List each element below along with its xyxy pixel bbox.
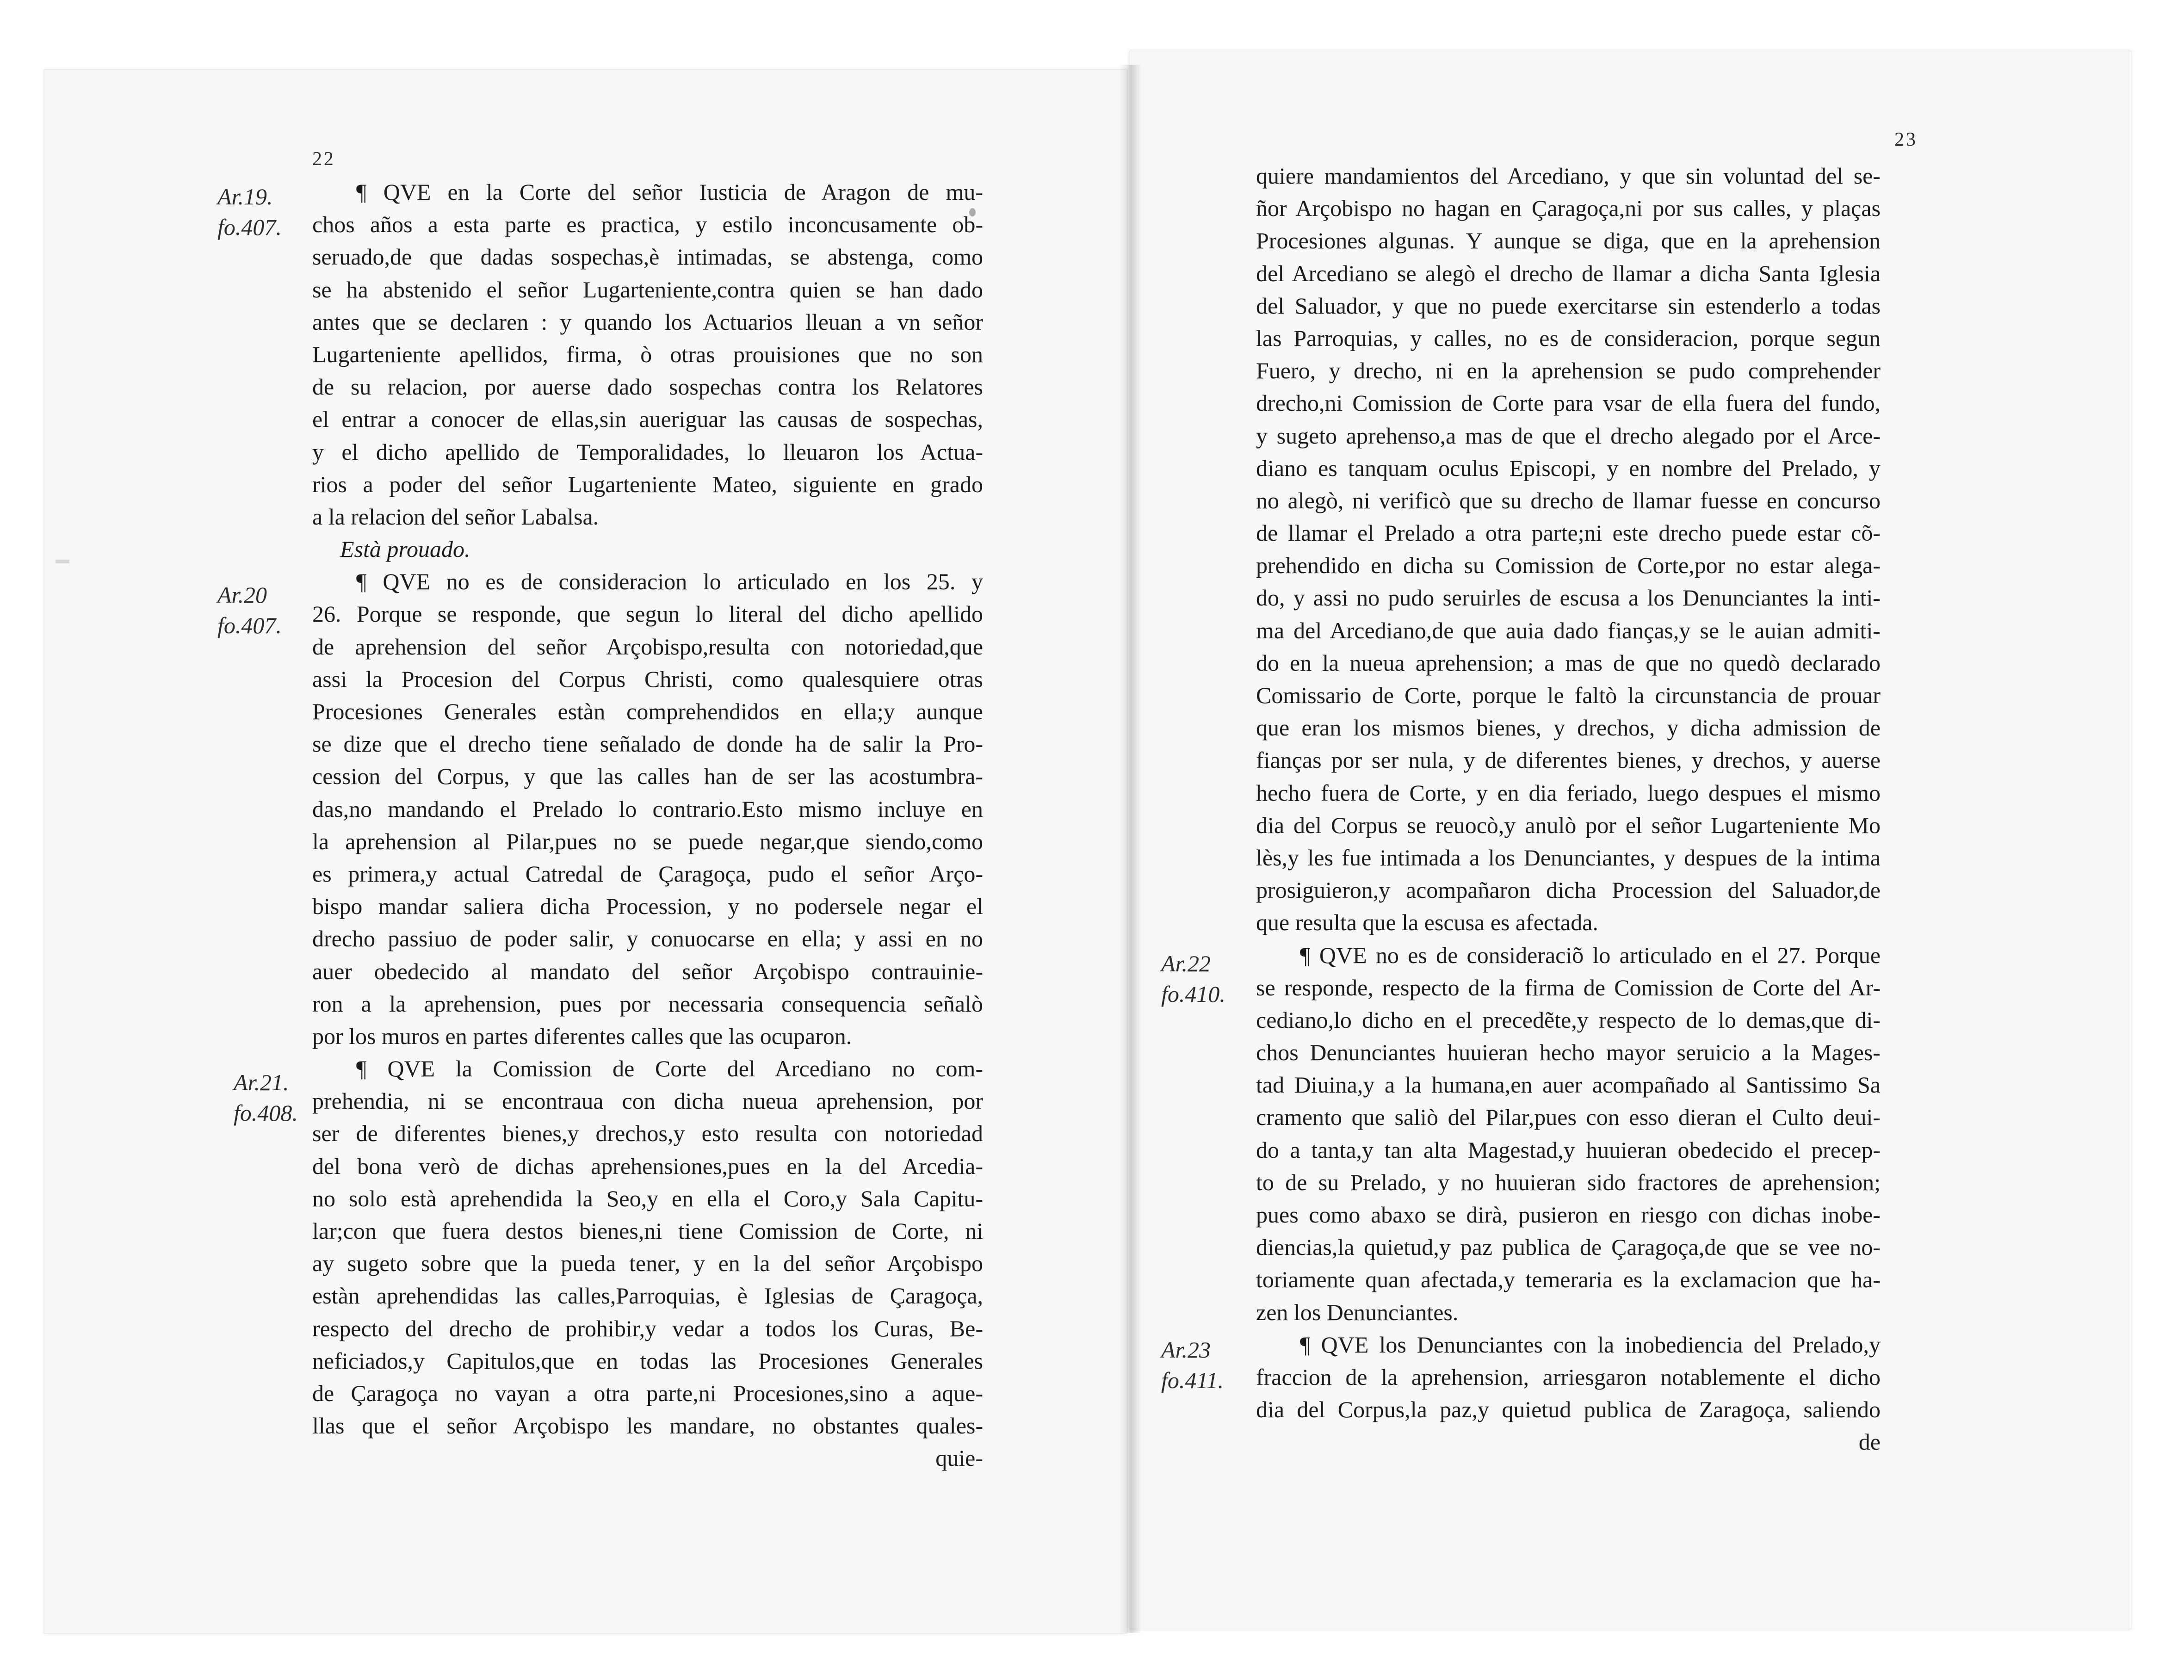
text-line: zen los Denunciantes. [1256, 1299, 1459, 1325]
text-line: ñor Arçobispo no hagan en Çaragoça,ni por sus calles, y plaças [1256, 195, 1881, 222]
text-line: y el dicho apellido de Temporalidades, lo lleuaron los Actua- [312, 439, 983, 465]
margin-note-ar20 [217, 580, 315, 641]
text-line: ¶ QVE los Denunciantes con la inobediencia del Prelado,y [1300, 1331, 1881, 1358]
text-line: Procesiones algunas. Y aunque se diga, que en la aprehension [1256, 228, 1881, 254]
text-line: fraccion de la aprehension, arriesgaron notablemente el dicho [1256, 1364, 1881, 1390]
text-line: drecho,ni Comission de Corte para vsar de ella fuera del fundo, [1256, 390, 1881, 416]
page-edge-mark [56, 560, 69, 563]
margin-note-line: fo.408. [234, 1100, 298, 1126]
text-line: el entrar a conocer de ellas,sin aueriguar las causas de sospechas, [312, 406, 983, 432]
text-line: Comissario de Corte, porque le faltò la circunstancia de prouar [1256, 682, 1881, 708]
text-line: ¶ QVE no es de consideracion lo articulado en los 25. y [356, 568, 983, 595]
text-line: cediano,lo dicho en el precedẽte,y respecto de lo demas,que di- [1256, 1007, 1881, 1033]
text-line: lar;con que fuera destos bienes,ni tiene Comission de Corte, ni [312, 1218, 983, 1244]
text-line: no alegò, ni verificò que su drecho de llamar fuesse en concurso [1256, 487, 1881, 513]
margin-note-line: Ar.23 [1161, 1337, 1211, 1363]
text-line: rios a poder del señor Lugarteniente Mateo, siguiente en grado [312, 471, 983, 497]
text-line: del bona verò de dichas aprehensiones,pues en la del Arcedia- [312, 1153, 983, 1179]
text-line: ¶ QVE no es de consideraciõ lo articulado en el 27. Porque [1300, 942, 1881, 968]
text-line: ser de diferentes bienes,y drechos,y esto resulta con notoriedad [312, 1120, 983, 1147]
text-line: de llamar el Prelado a otra parte;ni este drecho puede estar cõ- [1256, 520, 1881, 546]
text-line: seruado,de que dadas sospechas,è intimadas, se abstenga, como [312, 244, 983, 270]
text-line: y sugeto aprehenso,a mas de que el drecho alegado por el Arce- [1256, 422, 1881, 449]
text-line: antes que se declaren : y quando los Actuarios lleuan a vn señor [312, 309, 983, 335]
margin-note-line: fo.411. [1161, 1367, 1224, 1393]
text-line: diano es tanquam oculus Episcopi, y en nombre del Prelado, y [1256, 455, 1881, 481]
text-line: ay sugeto sobre que la pueda tener, y en la del señor Arçobispo [312, 1250, 983, 1277]
margin-note-line: fo.407. [217, 612, 282, 638]
text-line: dia del Corpus se reuocò,y anulò por el señor Lugarteniente Mo [1256, 812, 1881, 838]
margin-note-line: fo.410. [1161, 981, 1225, 1007]
text-line: cramento que saliò del Pilar,pues con esso dieran el Culto deui- [1256, 1104, 1881, 1130]
text-line: 26. Porque se responde, que segun lo literal del dicho apellido [312, 601, 983, 627]
margin-note-ar19 [217, 181, 315, 242]
right-page-number: 23 [1894, 129, 1918, 150]
text-line: fianças por ser nula, y de diferentes bienes, y drechos, y auerse [1256, 747, 1881, 773]
text-line: toriamente quan afectada,y temeraria es la exclamacion que ha- [1256, 1266, 1881, 1293]
text-line: se responde, respecto de la firma de Comission de Corte del Ar- [1256, 974, 1881, 1001]
text-line: tad Diuina,y a la humana,en auer acompañado al Santissimo Sa [1256, 1072, 1881, 1098]
catchword: de [1858, 1429, 1881, 1455]
text-line: llas que el señor Arçobispo les mandare, no obstantes quales- [312, 1413, 983, 1439]
margin-note-ar23 [1161, 1334, 1258, 1396]
text-line: de aprehension del señor Arçobispo,resulta con notoriedad,que [312, 633, 983, 660]
text-line: prosiguieron,y acompañaron dicha Procession del Saluador,de [1256, 877, 1881, 903]
margin-note-line: Ar.20 [217, 582, 267, 608]
margin-note-line: Ar.21. [234, 1069, 289, 1095]
text-line: pues como abaxo se dirà, pusieron en riesgo con dichas inobe- [1256, 1202, 1881, 1228]
left-page-text [312, 176, 983, 1475]
text-line: do, y assi no pudo seruirles de escusa a los Denunciantes la inti- [1256, 585, 1881, 611]
text-line: to de su Prelado, y no huuieran sido fractores de aprehension; [1256, 1169, 1881, 1195]
text-line: do a tanta,y tan alta Magestad,y huuieran obedecido el precep- [1256, 1136, 1881, 1163]
proven-note: Està prouado. [340, 536, 470, 562]
text-line: del Saluador, y que no puede exercitarse sin estenderlo a todas [1256, 292, 1881, 319]
text-line: la aprehension al Pilar,pues no se puede negar,que siendo,como [312, 828, 983, 854]
text-line: diencias,la quietud,y paz publica de Çaragoça,de que se vee no- [1256, 1234, 1881, 1260]
margin-note-line: Ar.19. [217, 184, 273, 210]
text-line: auer obedecido al mandato del señor Arçobispo contrauinie- [312, 958, 983, 984]
text-line: lès,y les fue intimada a los Denunciantes, y despues de la intima [1256, 844, 1881, 871]
text-line: a la relacion del señor Labalsa. [312, 503, 599, 530]
text-line: que eran los mismos bienes, y drechos, y dicha admission de [1256, 715, 1881, 741]
text-line: neficiados,y Capitulos,que en todas las Procesiones Generales [312, 1347, 983, 1374]
catchword: quie- [935, 1445, 983, 1471]
text-line: ¶ QVE la Comission de Corte del Arcediano no com- [356, 1056, 983, 1082]
text-line: Fuero, y drecho, ni en la aprehension se pudo comprehender [1256, 358, 1881, 384]
text-line: ¶ QVE en la Corte del señor Iusticia de Aragon de mu- [356, 179, 983, 205]
text-line: que resulta que la escusa es afectada. [1256, 909, 1598, 936]
text-line: chos Denunciantes huuieran hecho mayor seruicio a la Mages- [1256, 1039, 1881, 1066]
text-line: Lugarteniente apellidos, firma, ò otras prouisiones que no son [312, 341, 983, 367]
text-line: es primera,y actual Catredal de Çaragoça, pudo el señor Arço- [312, 860, 983, 887]
left-page-number: 22 [312, 148, 335, 170]
text-line: quiere mandamientos del Arcediano, y que sin voluntad del se- [1256, 163, 1881, 189]
text-line: drecho passiuo de poder salir, y conuocarse en ella; y assi en no [312, 926, 983, 952]
text-line: assi la Procesion del Corpus Christi, como qualesquiere otras [312, 666, 983, 692]
text-line: Procesiones Generales estàn comprehendidos en ella;y aunque [312, 698, 983, 724]
margin-note-ar22 [1161, 948, 1258, 1009]
text-line: las Parroquias, y calles, no es de consideracion, porque segun [1256, 325, 1881, 351]
text-line: por los muros en partes diferentes calles que las ocuparon. [312, 1023, 852, 1049]
text-line: ron a la aprehension, pues por necessaria consequencia señalò [312, 990, 983, 1017]
text-line: hecho fuera de Corte, y en dia feriado, luego despues el mismo [1256, 779, 1881, 806]
text-line: de Çaragoça no vayan a otra parte,ni Procesiones,sino a aque- [312, 1380, 983, 1406]
margin-note-line: fo.407. [217, 214, 282, 240]
text-line: estàn aprehendidas las calles,Parroquias, è Iglesias de Çaragoça, [312, 1283, 983, 1309]
book-gutter [1119, 65, 1142, 1633]
text-line: ma del Arcediano,de que auia dado fianças,y se le auian admiti- [1256, 617, 1881, 643]
text-line: bispo mandar saliera dicha Procession, y no podersele negar el [312, 893, 983, 920]
text-line: se dize que el drecho tiene señalado de donde ha de salir la Pro- [312, 731, 983, 757]
text-line: prehendia, ni se encontraua con dicha nueua aprehension, por [312, 1088, 983, 1114]
text-line: chos años a esta parte es practica, y estilo inconcusamente ob- [312, 211, 983, 238]
text-line: do en la nueua aprehension; a mas de que no quedò declarado [1256, 649, 1881, 676]
text-line: cession del Corpus, y que las calles han de ser las acostumbra- [312, 763, 983, 790]
text-line: das,no mandando el Prelado lo contrario.Esto mismo incluye en [312, 796, 983, 822]
text-line: se ha abstenido el señor Lugarteniente,contra quien se han dado [312, 276, 983, 303]
text-line: prehendido en dicha su Comission de Corte,por no estar alega- [1256, 552, 1881, 579]
text-line: de su relacion, por auerse dado sospechas contra los Relatores [312, 374, 983, 400]
text-line: del Arcediano se alegò el drecho de llamar a dicha Santa Iglesia [1256, 260, 1881, 286]
text-line: respecto del drecho de prohibir,y vedar a todos los Curas, Be- [312, 1315, 983, 1341]
text-line: no solo està aprehendida la Seo,y en ella el Coro,y Sala Capitu- [312, 1185, 983, 1211]
text-line: dia del Corpus,la paz,y quietud publica de Zaragoça, saliendo [1256, 1396, 1881, 1423]
right-page-text [1256, 160, 1881, 1458]
margin-note-line: Ar.22 [1161, 951, 1211, 976]
